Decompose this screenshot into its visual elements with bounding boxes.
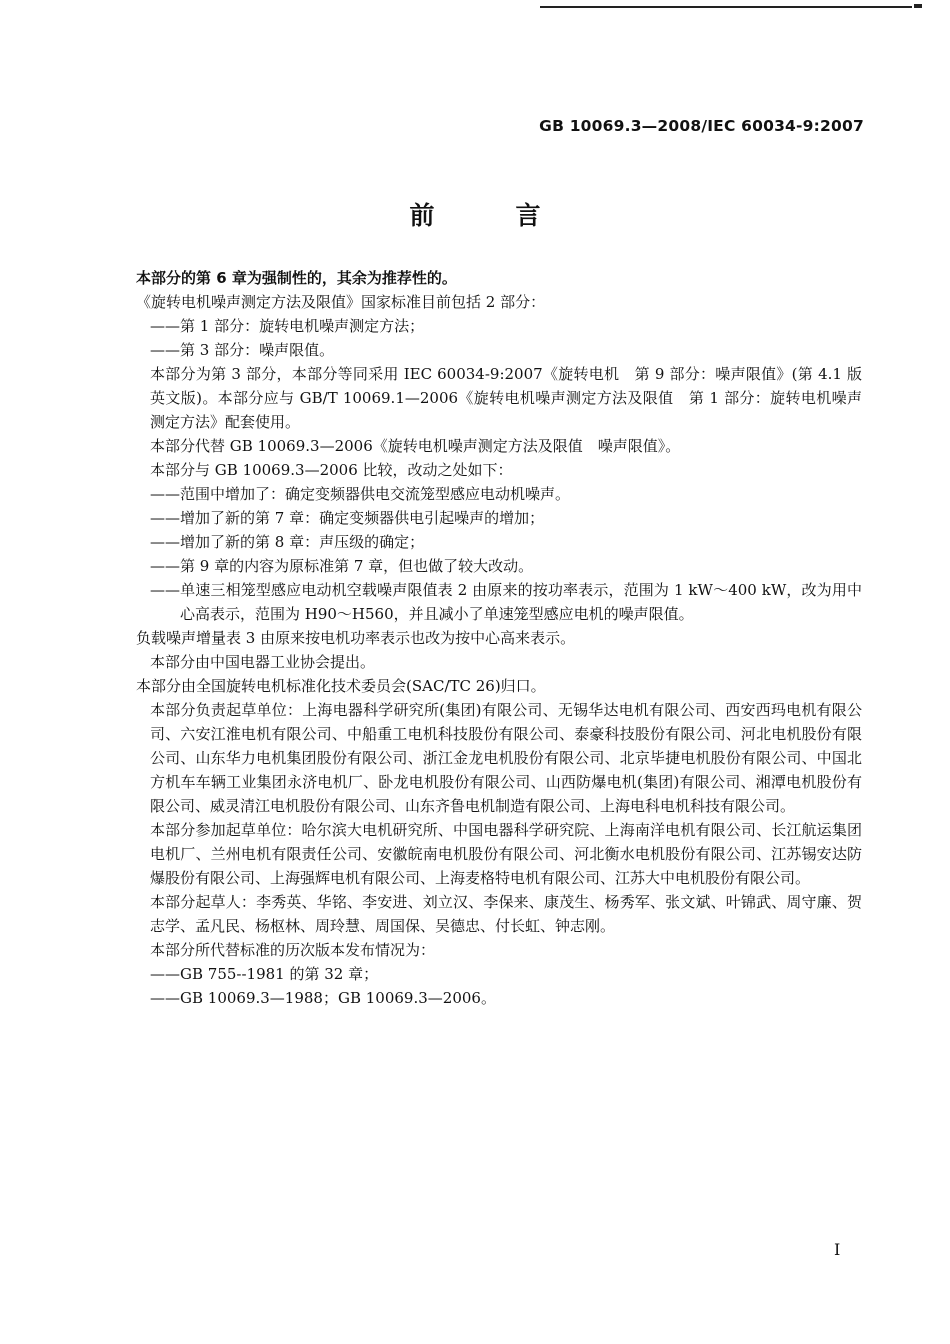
paragraph-history-intro: 本部分所代替标准的历次版本发布情况为：: [150, 941, 436, 959]
standard-code: GB 10069.3—2008/IEC 60034-9:2007: [539, 117, 864, 135]
list-item-change-ch8: ——增加了新的第 8 章：声压级的确定；: [150, 533, 425, 551]
paragraph-adoption: 本部分为第 3 部分，本部分等同采用 IEC 60034-9:2007《旋转电机 第 9 部分：噪声限值》(第 4.1 版英文版)。本部分应与 GB/T 10069.1—2006《旋转电机噪声测定方法及限值 第 1 部分：旋转电机噪声测定方法》配套使用。: [150, 365, 862, 431]
list-item-change-table2: ——单速三相笼型感应电动机空载噪声限值表 2 由原来的按功率表示，范围为 1 kW～400 kW，改为用中心高表示，范围为 H90～H560，并且减小了单速笼型感应电机的噪声限值。: [150, 581, 862, 623]
header-rule-mark: [914, 4, 922, 8]
paragraph-drafters: 本部分起草人：李秀英、华铭、李安进、刘立汉、李保来、康茂生、杨秀军、张文斌、叶锦武、周守廉、贺志学、孟凡民、杨枢林、周玲慧、周国保、吴德忠、付长虹、钟志刚。: [150, 893, 862, 935]
list-item-change-ch7: ——增加了新的第 7 章：确定变频器供电引起噪声的增加；: [150, 509, 545, 527]
list-item-change-ch9: ——第 9 章的内容为原标准第 7 章，但也做了较大改动。: [150, 557, 534, 575]
list-item-change-scope: ——范围中增加了：确定变频器供电交流笼型感应电动机噪声。: [150, 485, 571, 503]
paragraph-replaces: 本部分代替 GB 10069.3—2006《旋转电机噪声测定方法及限值 噪声限值》。: [150, 437, 681, 455]
page-title: 前 言: [409, 201, 569, 230]
paragraph-participating-drafters: 本部分参加起草单位：哈尔滨大电机研究所、中国电器科学研究院、上海南洋电机有限公司、长江航运集团电机厂、兰州电机有限责任公司、安徽皖南电机股份有限公司、河北衡水电机股份有限公司、江苏锡安达防爆股份有限公司、上海强辉电机有限公司、上海麦格特电机有限公司、江苏大中电机股份有限公司。: [150, 821, 862, 887]
paragraph-lead-drafters: 本部分负责起草单位：上海电器科学研究所(集团)有限公司、无锡华达电机有限公司、西安西玛电机有限公司、六安江淮电机有限公司、中船重工电机科技股份有限公司、泰豪科技股份有限公司、河北电机股份有限公司、山东华力电机集团股份有限公司、浙江金龙电机股份有限公司、北京毕捷电机股份有限公司、中国北方机车车辆工业集团永济电机厂、卧龙电机股份有限公司、山西防爆电机(集团)有限公司、湘潭电机股份有限公司、威灵清江电机股份有限公司、山东齐鲁电机制造有限公司、上海电科电机科技有限公司。: [150, 701, 862, 815]
paragraph-centralized-by: 本部分由全国旋转电机标准化技术委员会(SAC/TC 26)归口。: [136, 677, 546, 695]
list-item-history-1981: ——GB 755--1981 的第 32 章；: [150, 965, 379, 983]
preface-body: [136, 266, 862, 1010]
paragraph-changes-intro: 本部分与 GB 10069.3—2006 比较，改动之处如下：: [150, 461, 513, 479]
list-item-history-1988: ——GB 10069.3—1988；GB 10069.3—2006。: [150, 989, 496, 1007]
page-number: I: [834, 1240, 841, 1259]
header-rule: [540, 6, 912, 8]
list-item-part-1: ——第 1 部分：旋转电机噪声测定方法；: [150, 317, 425, 335]
paragraph-load-noise: 负载噪声增量表 3 由原来按电机功率表示也改为按中心高来表示。: [136, 629, 576, 647]
list-item-part-3: ——第 3 部分：噪声限值。: [150, 341, 335, 359]
paragraph-parts-intro: 《旋转电机噪声测定方法及限值》国家标准目前包括 2 部分：: [136, 293, 546, 311]
paragraph-mandatory-note: 本部分的第 6 章为强制性的，其余为推荐性的。: [136, 269, 457, 287]
paragraph-proposed-by: 本部分由中国电器工业协会提出。: [150, 653, 376, 671]
